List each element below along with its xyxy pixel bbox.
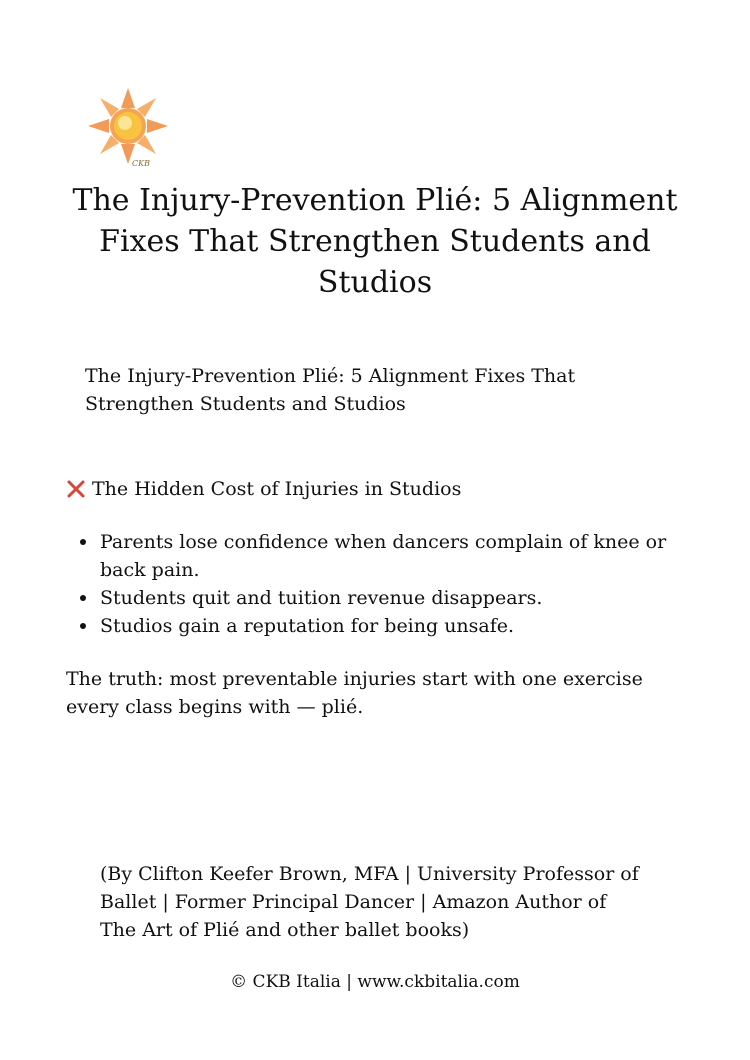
cross-mark-icon [66, 479, 86, 499]
bullet-icon [80, 539, 86, 545]
list-item-text: Studios gain a reputation for being unsafe. [100, 615, 515, 637]
page-title: The Injury-Prevention Plié: 5 Alignment Fixes That Strengthen Students and Studios [72, 183, 678, 300]
footer-credit: © CKB Italia | www.ckbitalia.com [230, 972, 520, 992]
section-heading [66, 475, 686, 503]
author-byline: (By Clifton Keefer Brown, MFA | University Professor of Ballet | Former Principal Dancer | Amazon Author of The Art of Plié and other ballet books) [100, 863, 639, 941]
truth-paragraph: The truth: most preventable injuries start with one exercise every class begins with — plié. [66, 668, 643, 718]
list-item-text: Parents lose confidence when dancers complain of knee or back pain. [100, 531, 667, 581]
logo [82, 86, 176, 170]
bullet-icon [80, 595, 86, 601]
bullet-icon [80, 623, 86, 629]
list-item [78, 528, 668, 584]
section-heading-text: The Hidden Cost of Injuries in Studios [92, 478, 462, 500]
list-item [78, 612, 668, 640]
logo-initials: CKB [132, 159, 150, 168]
list-item [78, 584, 668, 612]
subtitle: The Injury-Prevention Plié: 5 Alignment Fixes That Strengthen Students and Studios [85, 365, 576, 415]
bullet-list [78, 528, 668, 640]
sun-icon [82, 86, 176, 170]
list-item-text: Students quit and tuition revenue disappears. [100, 587, 543, 609]
